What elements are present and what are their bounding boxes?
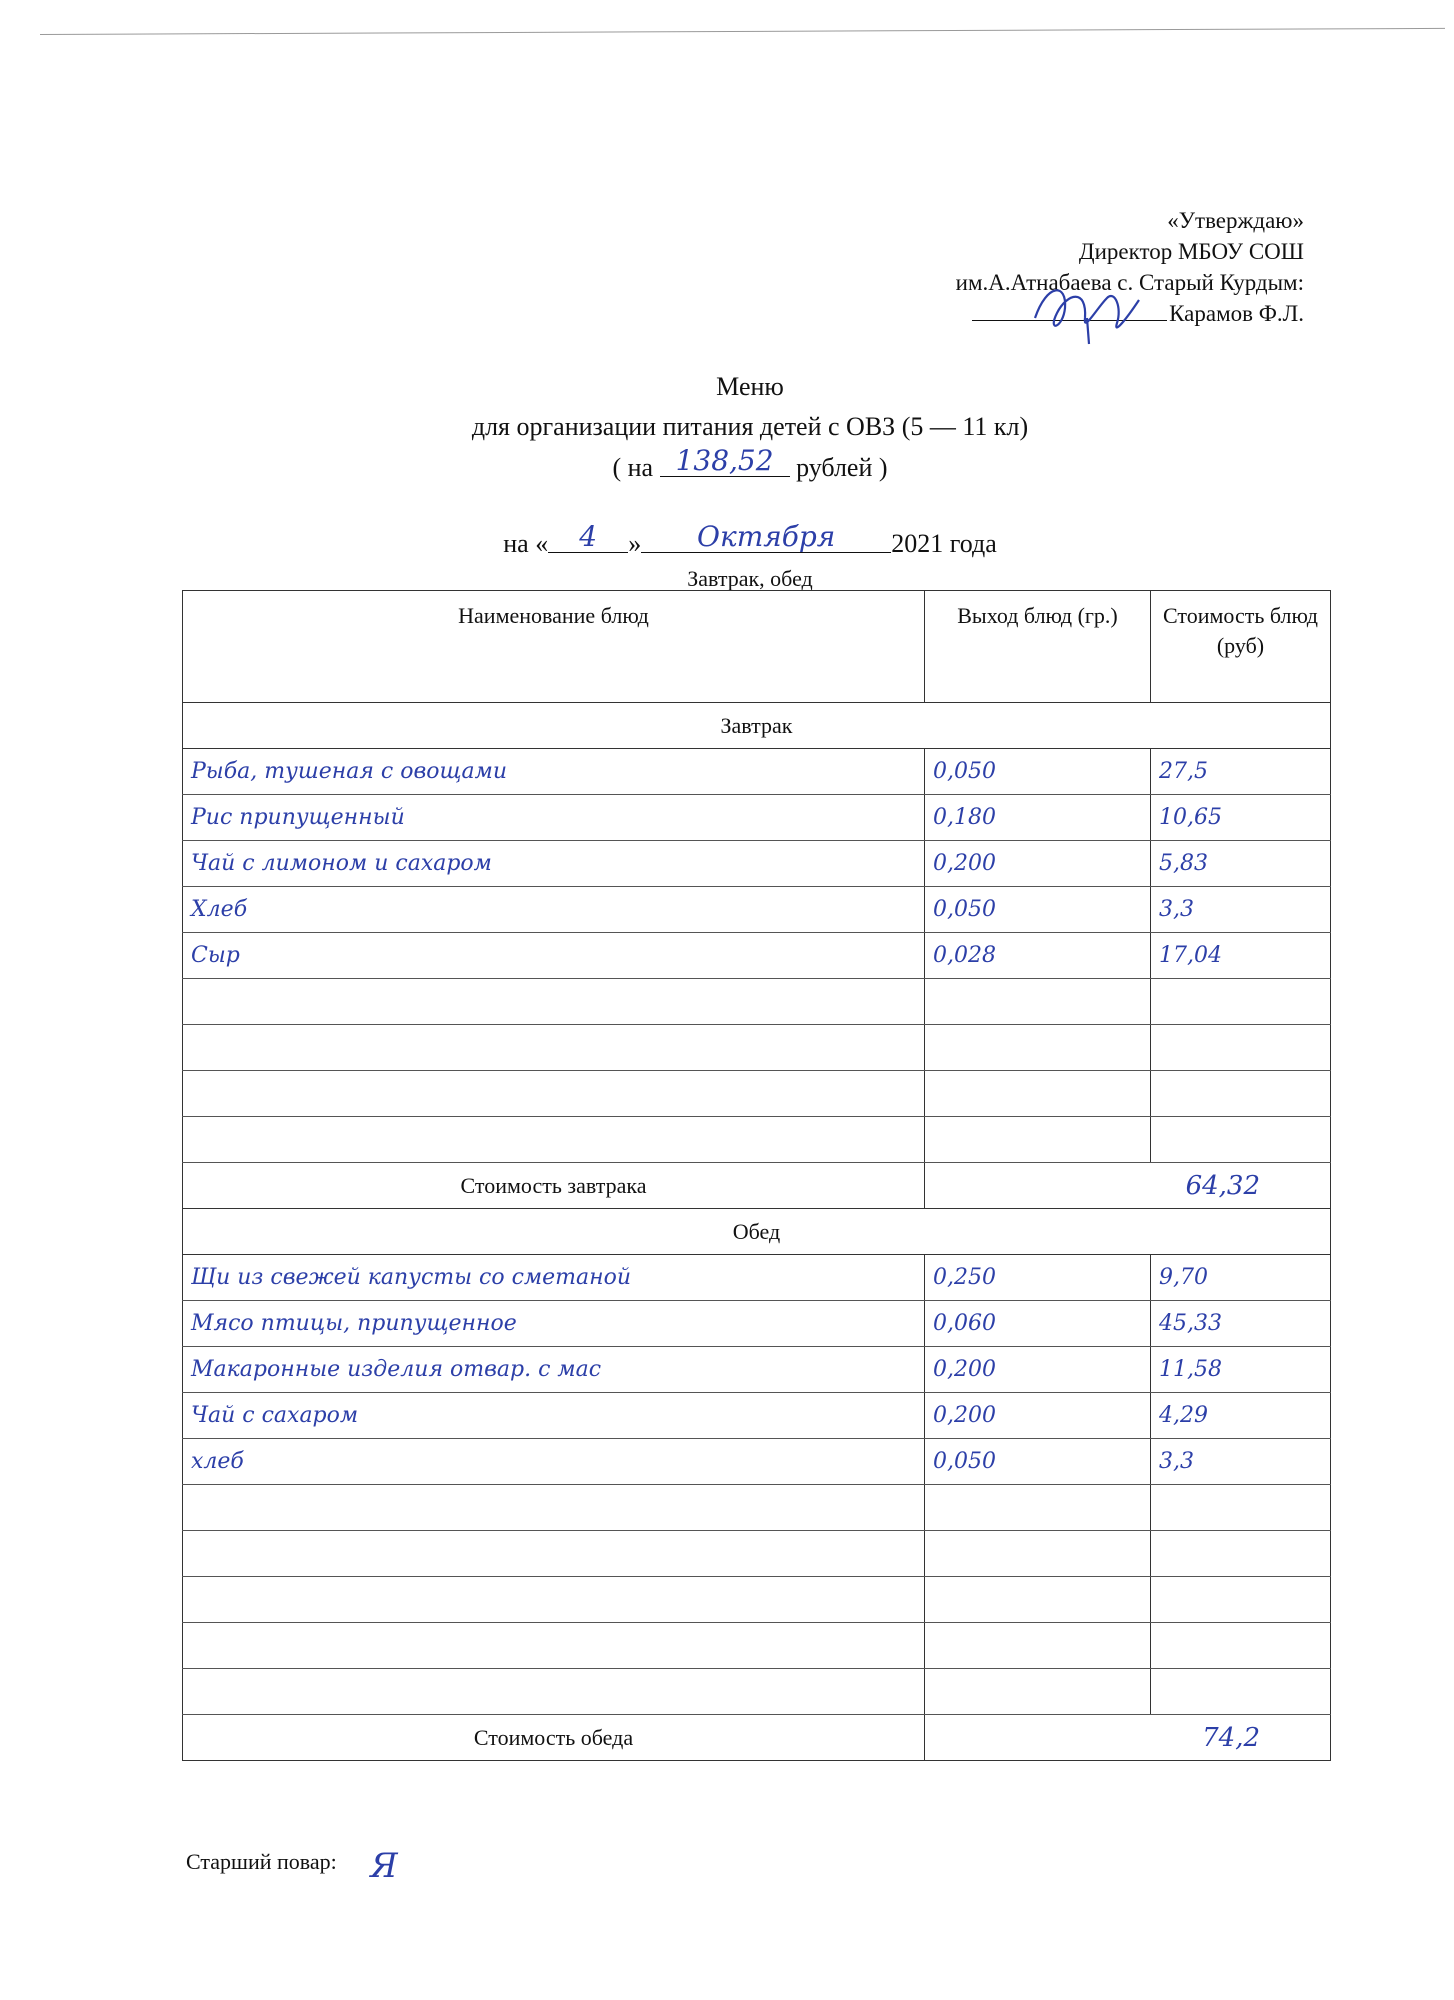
table-row [183, 979, 1331, 1025]
dish-name: Щи из свежей капусты со сметаной [183, 1255, 925, 1301]
dish-portion [925, 979, 1151, 1025]
senior-cook [186, 1838, 398, 1886]
dish-name: Чай с лимоном и сахаром [183, 841, 925, 887]
dish-portion: 0,028 [925, 933, 1151, 979]
director-position: Директор МБОУ СОШ [1078, 239, 1304, 264]
day-value: 4 [579, 520, 598, 553]
dish-name [183, 1071, 925, 1117]
dish-cost: 3,3 [1151, 887, 1331, 933]
table-row [183, 841, 1331, 887]
table-row [183, 1485, 1331, 1531]
dish-portion [925, 1485, 1151, 1531]
table-row [183, 933, 1331, 979]
header-cost: Стоимость блюд (руб) [1151, 591, 1331, 703]
total-value: 64,32 [925, 1163, 1331, 1209]
dish-portion: 0,050 [925, 1439, 1151, 1485]
dish-name: Сыр [183, 933, 925, 979]
dish-portion: 0,200 [925, 1347, 1151, 1393]
dish-name: Хлеб [183, 887, 925, 933]
dish-name: Рыба, тушеная с овощами [183, 749, 925, 795]
total-row-lunch [183, 1715, 1331, 1761]
dish-cost: 5,83 [1151, 841, 1331, 887]
dish-name [183, 1117, 925, 1163]
dish-name [183, 1025, 925, 1071]
date-mid: » [628, 529, 642, 558]
table-row [183, 1255, 1331, 1301]
school-name: им.А.Атнабаева с. Старый Курдым: [955, 270, 1304, 295]
price-line [0, 444, 1454, 483]
dish-name [183, 979, 925, 1025]
dish-cost [1151, 1117, 1331, 1163]
date-line [0, 520, 1454, 559]
month-blank [641, 520, 891, 553]
table-header [183, 591, 1331, 703]
dish-name: Макаронные изделия отвар. с мас [183, 1347, 925, 1393]
total-label: Стоимость завтрака [183, 1163, 925, 1209]
meal-caption: Завтрак, обед [687, 566, 813, 591]
total-value: 74,2 [925, 1715, 1331, 1761]
table-row [183, 795, 1331, 841]
table-row [183, 1669, 1331, 1715]
dish-name [183, 1577, 925, 1623]
month-value: Октября [697, 520, 836, 553]
table-row [183, 887, 1331, 933]
dish-cost: 17,04 [1151, 933, 1331, 979]
dish-portion: 0,050 [925, 749, 1151, 795]
signature-underline [972, 300, 1167, 321]
table-row [183, 1577, 1331, 1623]
dish-cost: 10,65 [1151, 795, 1331, 841]
approval-block [956, 205, 1304, 329]
header-dish-name: Наименование блюд [183, 591, 925, 703]
section-label: Обед [183, 1209, 1331, 1255]
total-label: Стоимость обеда [183, 1715, 925, 1761]
dish-cost: 4,29 [1151, 1393, 1331, 1439]
director-signature-line [956, 298, 1304, 329]
table-row [183, 1117, 1331, 1163]
table-row [183, 749, 1331, 795]
header-portion: Выход блюд (гр.) [925, 591, 1151, 703]
dish-portion [925, 1071, 1151, 1117]
table-row [183, 1347, 1331, 1393]
dish-cost [1151, 1025, 1331, 1071]
director-signature [1027, 278, 1147, 348]
doc-title: Меню [716, 372, 784, 401]
dish-name [183, 1485, 925, 1531]
doc-subtitle: для организации питания детей с ОВЗ (5 — 11 кл) [471, 412, 1029, 441]
section-label: Завтрак [183, 703, 1331, 749]
dish-cost [1151, 1485, 1331, 1531]
dish-cost [1151, 979, 1331, 1025]
table-row [183, 1439, 1331, 1485]
dish-name: хлеб [183, 1439, 925, 1485]
dish-cost [1151, 1669, 1331, 1715]
price-prefix: ( на [612, 453, 654, 482]
dish-name [183, 1669, 925, 1715]
scan-edge-line [40, 28, 1445, 35]
dish-portion: 0,200 [925, 1393, 1151, 1439]
dish-portion: 0,200 [925, 841, 1151, 887]
year: 2021 года [891, 529, 997, 558]
total-row-breakfast [183, 1163, 1331, 1209]
price-blank [660, 444, 790, 477]
dish-portion: 0,060 [925, 1301, 1151, 1347]
dish-portion [925, 1117, 1151, 1163]
cook-label: Старший повар: [186, 1849, 337, 1874]
table-row [183, 1531, 1331, 1577]
day-blank [548, 520, 628, 553]
dish-cost: 9,70 [1151, 1255, 1331, 1301]
dish-name: Чай с сахаром [183, 1393, 925, 1439]
dish-name [183, 1531, 925, 1577]
dish-name: Рис припущенный [183, 795, 925, 841]
table-row [183, 1025, 1331, 1071]
dish-cost [1151, 1577, 1331, 1623]
dish-portion: 0,180 [925, 795, 1151, 841]
price-value: 138,52 [675, 444, 774, 477]
cook-signature: Я [370, 1846, 398, 1886]
table-row [183, 1071, 1331, 1117]
dish-portion [925, 1577, 1151, 1623]
dish-cost [1151, 1623, 1331, 1669]
dish-cost: 27,5 [1151, 749, 1331, 795]
dish-portion: 0,050 [925, 887, 1151, 933]
table-row [183, 1393, 1331, 1439]
section-row-breakfast [183, 703, 1331, 749]
dish-cost [1151, 1531, 1331, 1577]
price-suffix: рублей ) [796, 453, 888, 482]
dish-portion [925, 1669, 1151, 1715]
approve-heading: «Утверждаю» [1167, 208, 1304, 233]
table-row [183, 1301, 1331, 1347]
dish-portion [925, 1531, 1151, 1577]
dish-cost [1151, 1071, 1331, 1117]
director-name: Карамов Ф.Л. [1169, 301, 1304, 326]
dish-name: Мясо птицы, припущенное [183, 1301, 925, 1347]
section-row-lunch [183, 1209, 1331, 1255]
table-row [183, 1623, 1331, 1669]
dish-cost: 3,3 [1151, 1439, 1331, 1485]
dish-portion [925, 1623, 1151, 1669]
menu-table [182, 590, 1331, 1761]
dish-portion [925, 1025, 1151, 1071]
dish-cost: 45,33 [1151, 1301, 1331, 1347]
dish-cost: 11,58 [1151, 1347, 1331, 1393]
date-prefix: на « [503, 529, 549, 558]
dish-portion: 0,250 [925, 1255, 1151, 1301]
dish-name [183, 1623, 925, 1669]
